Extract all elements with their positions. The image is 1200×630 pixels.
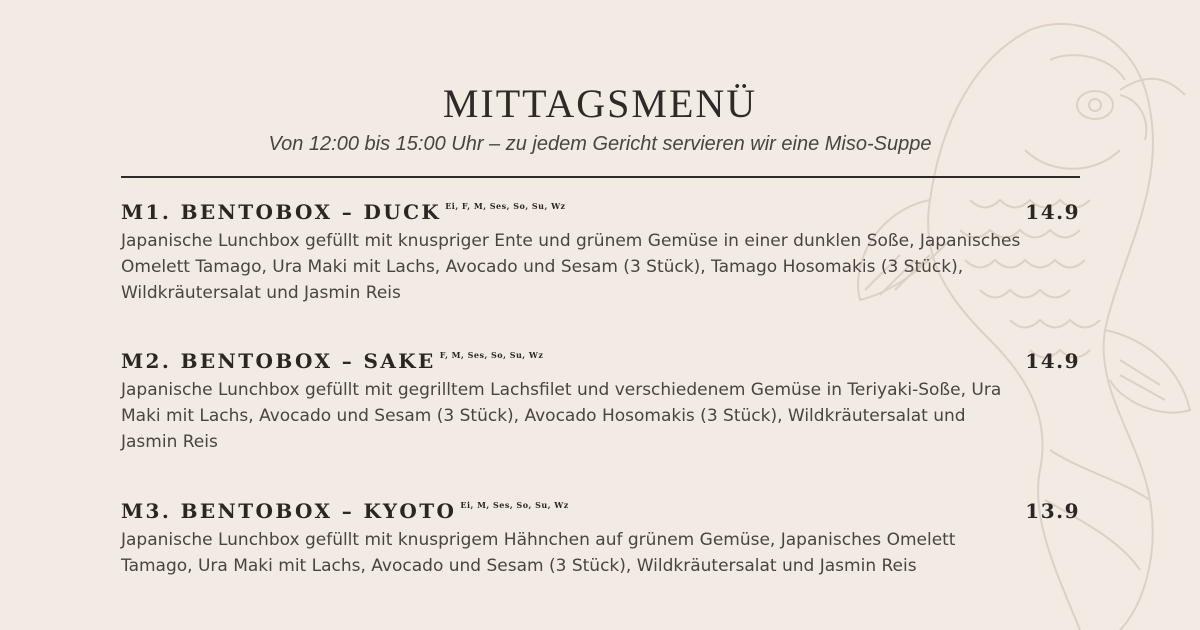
menu-item-price: 13.9 [1025, 499, 1080, 523]
menu-item-header [121, 349, 1080, 383]
menu-item [121, 349, 1080, 455]
menu-item-description: Japanische Lunchbox gefüllt mit gegrilltem Lachsfilet und verschiedenem Gemüse in Teriyaki-Soße, Ura Maki mit Lachs, Avocado und Sesam (3 Stück), Avocado Hosomakis (3 Stück), Wildkräutersalat und Jasmin Reis [121, 380, 1002, 452]
menu-item-description: Japanische Lunchbox gefüllt mit knusprigem Hähnchen auf grünem Gemüse, Japanisches Omelett Tamago, Ura Maki mit Lachs, Avocado und Sesam (3 Stück), Wildkräutersalat und Jasmin Reis [121, 530, 956, 576]
menu-item [121, 499, 1080, 579]
menu-item-name: M3. BENTOBOX – KYOTO [121, 499, 457, 523]
menu-item-name: M1. BENTOBOX – DUCK [121, 200, 442, 224]
divider-line [121, 176, 1080, 178]
page-subtitle: Von 12:00 bis 15:00 Uhr – zu jedem Gericht servieren wir eine Miso-Suppe [268, 133, 932, 155]
menu-item-price: 14.9 [1025, 200, 1080, 224]
menu-item-name: M2. BENTOBOX – SAKE [121, 349, 436, 373]
menu-item-header [121, 200, 1080, 234]
menu-item-allergens: Ei, M, Ses, So, Su, Wz [460, 500, 569, 510]
menu-item-allergens: Ei, F, M, Ses, So, Su, Wz [445, 201, 566, 211]
menu-item [121, 200, 1080, 306]
menu-item-allergens: F, M, Ses, So, Su, Wz [439, 350, 544, 360]
menu-item-price: 14.9 [1025, 349, 1080, 373]
page-title: MITTAGSMENÜ [442, 81, 758, 126]
menu-item-header [121, 499, 1080, 533]
menu-item-description: Japanische Lunchbox gefüllt mit knuspriger Ente und grünem Gemüse in einer dunklen Soße, Japanisches Omelett Tamago, Ura Maki mit Lachs, Avocado und Sesam (3 Stück), Tamago Hosomakis (3 Stück), Wildkräutersalat und Jasmin Reis [121, 231, 1021, 303]
